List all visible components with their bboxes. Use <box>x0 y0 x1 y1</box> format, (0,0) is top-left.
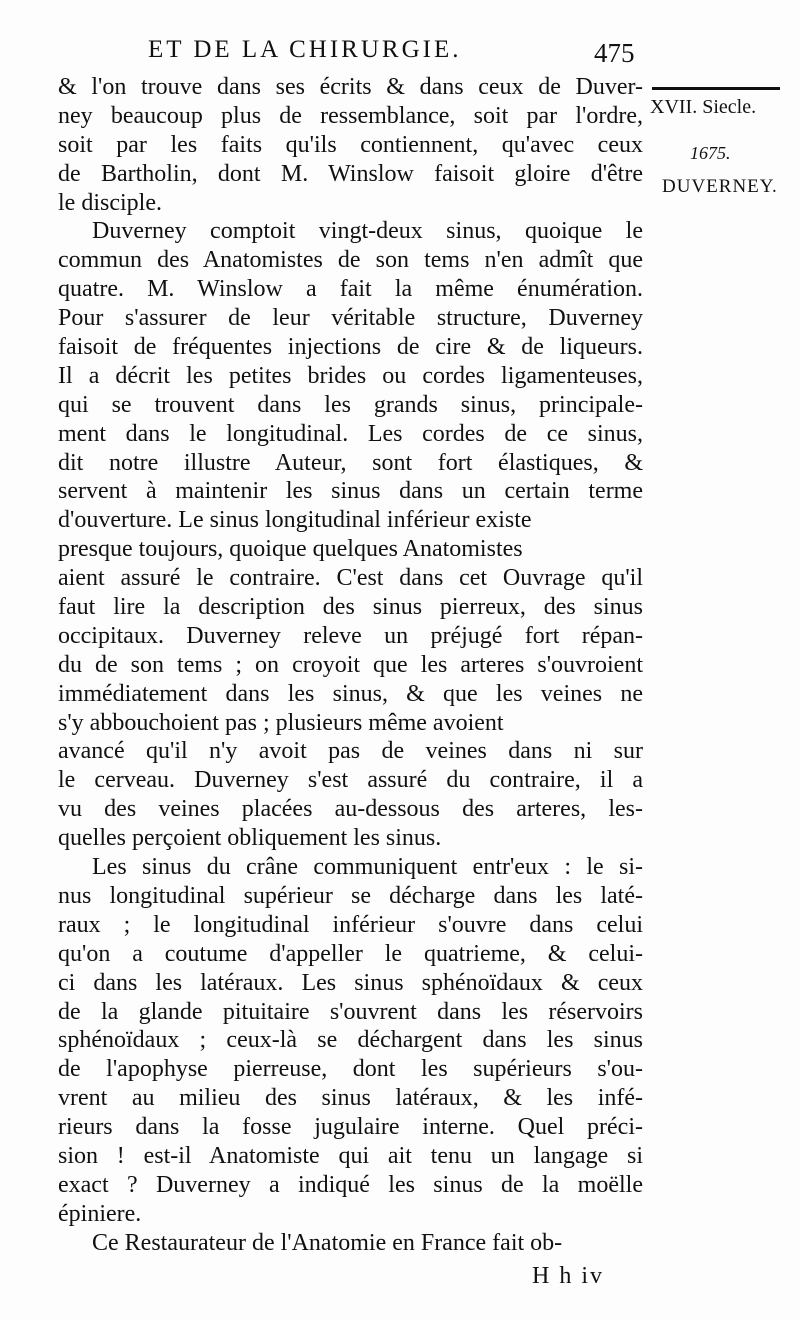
text-line: aient assuré le contraire. C'est dans cet Ouvrage qu'il <box>58 565 643 592</box>
text-line: quelles perçoient obliquement les sinus. <box>58 825 442 852</box>
text-line: faisoit de fréquentes injections de cire & de liqueurs. <box>58 334 643 361</box>
text-line: ment dans le longitudinal. Les cordes de ce sinus, <box>58 420 643 447</box>
text-line: qui se trouvent dans les grands sinus, principale- <box>58 391 643 418</box>
margin-note-century: XVII. Siecle. <box>650 96 757 118</box>
page-number: 475 <box>594 38 635 68</box>
text-line: le cerveau. Duverney s'est assuré du contraire, il a <box>58 767 643 794</box>
text-line: Duverney comptoit vingt-deux sinus, quoique le <box>92 218 643 245</box>
margin-note-year: 1675. <box>690 143 731 163</box>
text-line: d'ouverture. Le sinus longitudinal inférieur existe <box>58 507 532 534</box>
text-line: Les sinus du crâne communiquent entr'eux : le si- <box>92 854 643 881</box>
text-line: servent à maintenir les sinus dans un certain terme <box>58 478 643 505</box>
text-line: quatre. M. Winslow a fait la même énumération. <box>58 276 643 303</box>
text-line: rieurs dans la fosse jugulaire interne. Quel préci- <box>58 1114 643 1141</box>
text-line: Ce Restaurateur de l'Anatomie en France fait ob- <box>92 1229 563 1256</box>
text-line: soit par les faits qu'ils contiennent, qu'avec ceux <box>58 131 643 158</box>
text-line: raux ; le longitudinal inférieur s'ouvre dans celui <box>58 911 643 938</box>
signature-mark: H h iv <box>532 1263 604 1289</box>
text-line: faut lire la description des sinus pierreux, des sinus <box>58 594 643 621</box>
text-line: ney beaucoup plus de ressemblance, soit par l'ordre, <box>58 102 643 129</box>
text-line: & l'on trouve dans ses écrits & dans ceux de Duver- <box>58 74 643 100</box>
text-line: Il a décrit les petites brides ou cordes ligamenteuses, <box>58 362 643 389</box>
text-line: le disciple. <box>58 189 162 216</box>
text-line: du de son tems ; on croyoit que les arteres s'ouvroient <box>58 651 643 678</box>
text-line: presque toujours, quoique quelques Anatomistes <box>58 536 523 563</box>
body-text <box>58 73 643 1258</box>
text-line: exact ? Duverney a indiqué les sinus de la moëlle <box>58 1171 643 1198</box>
text-line: avancé qu'il n'y avoit pas de veines dans ni sur <box>58 738 643 765</box>
running-head: ET DE LA CHIRURGIE. <box>148 36 462 63</box>
text-line: sion ! est-il Anatomiste qui ait tenu un langage si <box>58 1142 643 1169</box>
text-line: occipitaux. Duverney releve un préjugé fort répan- <box>58 622 643 649</box>
text-line: de Bartholin, dont M. Winslow faisoit gloire d'être <box>58 160 643 187</box>
text-line: nus longitudinal supérieur se décharge dans les laté- <box>58 882 643 909</box>
text-line: de l'apophyse pierreuse, dont les supérieurs s'ou- <box>58 1056 643 1083</box>
text-line: ci dans les latéraux. Les sinus sphénoïdaux & ceux <box>58 969 643 996</box>
text-line: s'y abbouchoient pas ; plusieurs même avoient <box>58 709 504 736</box>
text-line: Pour s'assurer de leur véritable structure, Duverney <box>58 305 643 332</box>
header-rule <box>652 87 780 90</box>
text-line: épiniere. <box>58 1200 142 1227</box>
text-line: sphénoïdaux ; ceux-là se déchargent dans les sinus <box>58 1027 643 1054</box>
text-line: de la glande pituitaire s'ouvrent dans les réservoirs <box>58 998 643 1025</box>
text-line: vu des veines placées au-dessous des arteres, les- <box>58 796 643 823</box>
text-line: dit notre illustre Auteur, sont fort élastiques, & <box>58 449 643 476</box>
margin-note-name: DUVERNEY. <box>662 176 778 197</box>
text-line: qu'on a coutume d'appeller le quatrieme, & celui- <box>58 940 643 967</box>
text-line: vrent au milieu des sinus latéraux, & les infé- <box>58 1085 643 1112</box>
text-line: commun des Anatomistes de son tems n'en admît que <box>58 247 643 274</box>
text-line: immédiatement dans les sinus, & que les veines ne <box>58 680 643 707</box>
